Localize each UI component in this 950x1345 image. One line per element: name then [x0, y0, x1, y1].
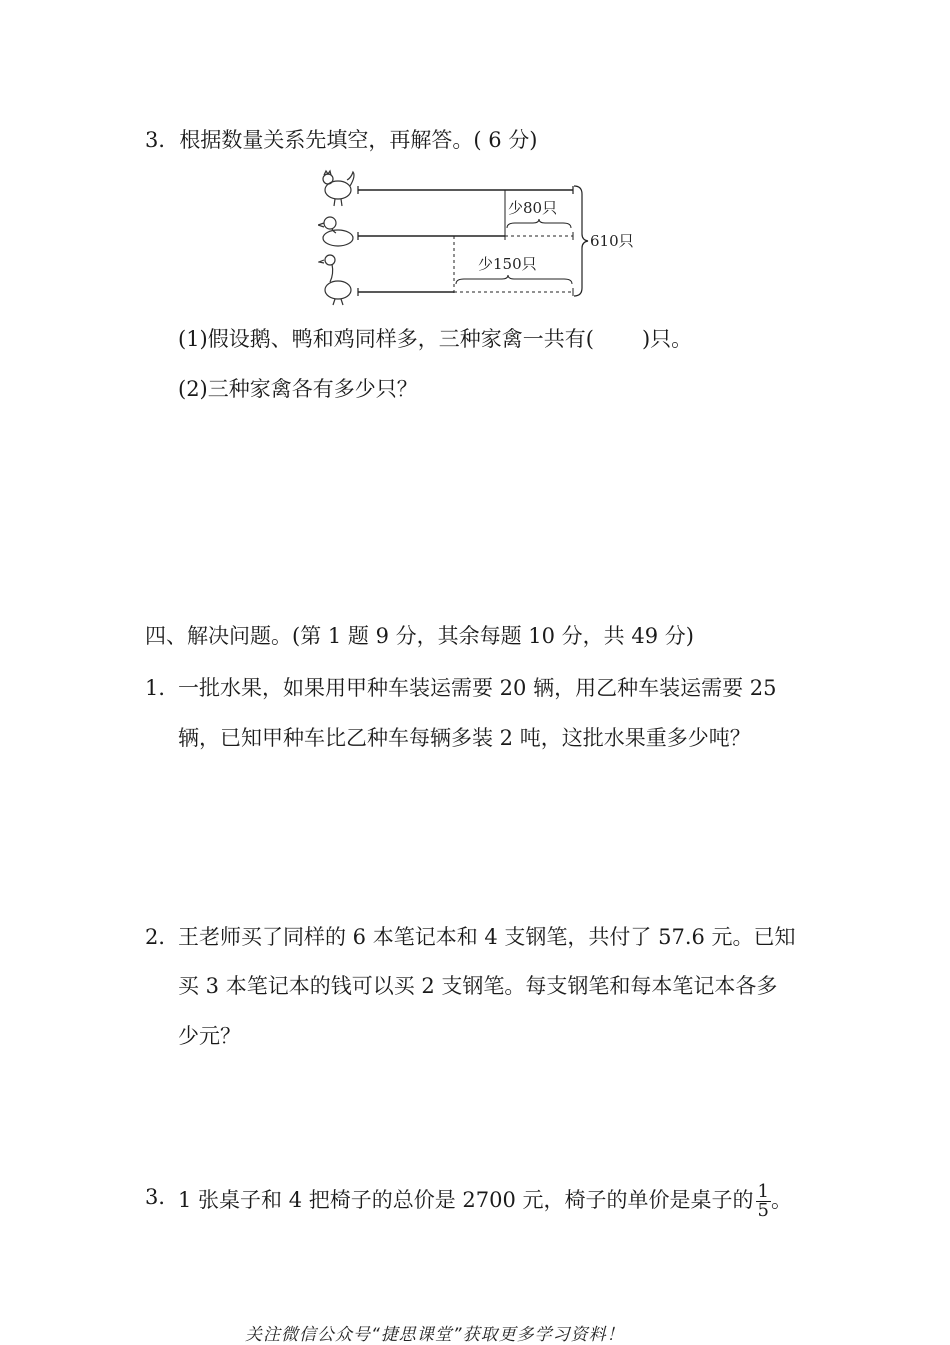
section4-title: 四、解决问题。(第 1 题 9 分，其余每题 10 分，共 49 分): [145, 624, 694, 648]
s4-q2-line3: 少元？: [178, 1024, 241, 1048]
s4-q3-text: 1 张桌子和 4 把椅子的总价是 2700 元，椅子的单价是桌子的: [178, 1188, 754, 1212]
fraction-one-fifth: [756, 1183, 771, 1220]
s4-q2-number: 2．: [145, 925, 180, 949]
s4-q2-line1: 王老师买了同样的 6 本笔记本和 4 支钢笔，共付了 57.6 元。已知: [178, 925, 796, 949]
s4-q1-line1: 一批水果，如果用甲种车装运需要 20 辆，用乙种车装运需要 25: [178, 676, 777, 700]
goose-icon: [319, 255, 351, 305]
label-less-150: 少150只: [478, 255, 537, 273]
bar-diagram: [318, 168, 638, 308]
s4-q1-number: 1．: [145, 676, 180, 700]
duck-icon: [318, 217, 353, 246]
brace-150: [456, 275, 572, 284]
s4-q2-line2: 买 3 本笔记本的钱可以买 2 支钢笔。每支钢笔和每本笔记本各多: [178, 974, 778, 998]
brace-80: [507, 219, 571, 228]
total-brace: [574, 186, 588, 296]
chicken-icon: [323, 171, 354, 206]
frac-denominator: 5: [757, 1200, 769, 1221]
s4-q3-end: 。: [771, 1188, 792, 1212]
footer-note: 关注微信公众号“捷思课堂”获取更多学习资料！: [245, 1325, 625, 1345]
q3-number: 3．: [145, 128, 180, 152]
s4-q1-line2: 辆，已知甲种车比乙种车每辆多装 2 吨，这批水果重多少吨？: [178, 726, 751, 750]
label-less-80: 少80只: [508, 199, 558, 217]
q3-sub2: (2)三种家禽各有多少只？: [178, 377, 418, 401]
q3-sub1: [178, 325, 692, 353]
s4-q3-number: 3．: [145, 1185, 180, 1209]
q3-sub1-before: (1)假设鹅、鸭和鸡同样多，三种家禽一共有(: [178, 327, 594, 351]
q3-heading: [145, 126, 537, 154]
frac-numerator: 1: [757, 1181, 769, 1202]
q3-text: 根据数量关系先填空，再解答。( 6 分): [179, 128, 538, 152]
s4-q3-line: [178, 1183, 792, 1220]
q3-sub1-after: )只。: [641, 327, 693, 351]
label-total: 610只: [590, 232, 634, 250]
